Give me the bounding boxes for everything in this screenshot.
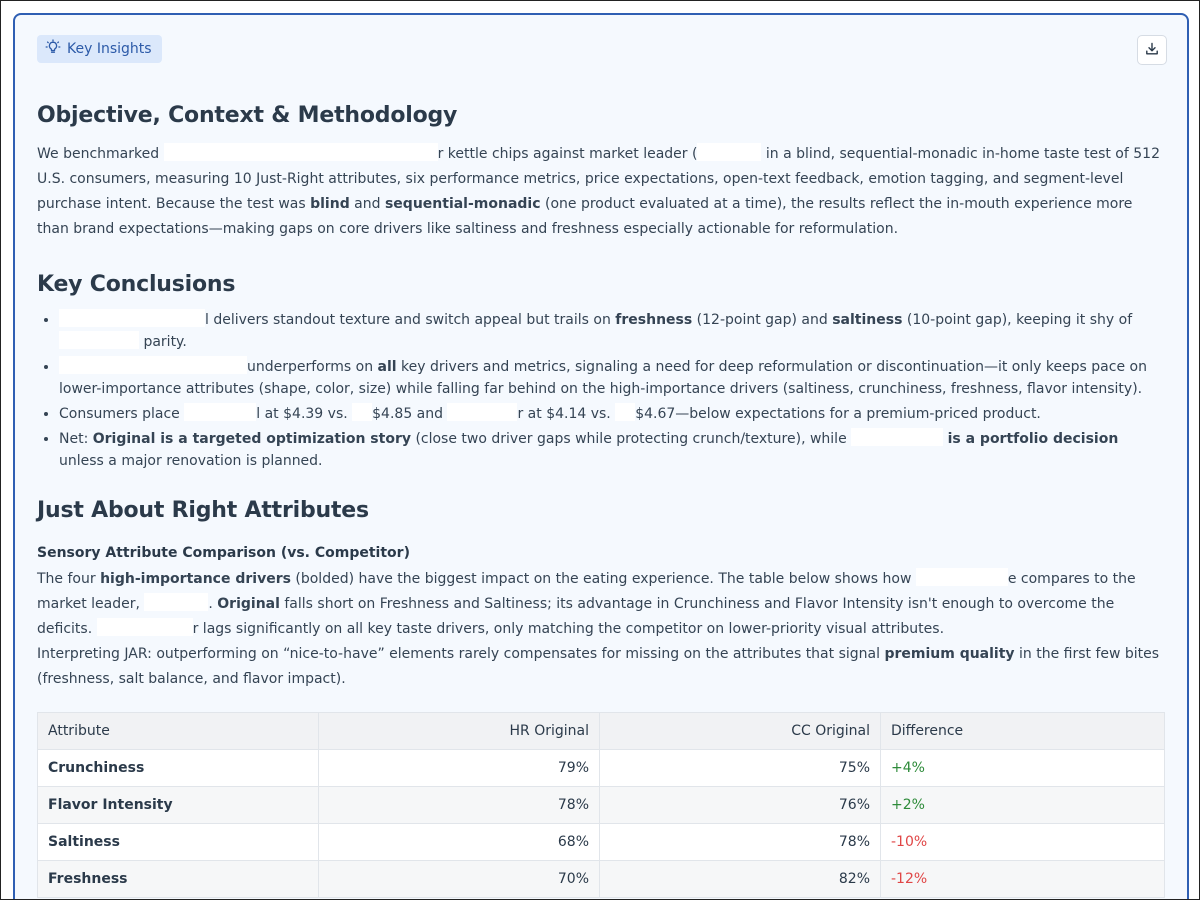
table-row <box>38 787 1165 824</box>
col-header-difference: Difference <box>881 713 1165 750</box>
hr-cell: 79% <box>319 750 600 787</box>
table-header-row <box>38 713 1165 750</box>
difference-cell: +2% <box>881 787 1165 824</box>
attribute-cell: Crunchiness <box>38 750 319 787</box>
attribute-cell: Flavor Intensity <box>38 787 319 824</box>
table-row <box>38 824 1165 861</box>
objective-paragraph: We benchmarked r kettle chips against market leader ( in a blind, sequential-monadic in-home taste test of 512 U.S. consumers, measuring 10 Just-Right attributes, six performance metrics, price expectations, open-text feedback, emotion tagging, and segment-level purchase intent. Because the test was blind and sequential-monadic (one product evaluated at a time), the results reflect the in-mouth experience more than brand expectations—making gaps on core drivers like saltiness and freshness especially actionable for reformulation. <box>37 142 1165 242</box>
jar-paragraph: The four high-importance drivers (bolded) have the biggest impact on the eating experience. The table below shows how e compares to the market leader, . Original falls short on Freshness and Saltiness; its advantage in Crunchiness and Flavor Intensity isn't enough to overcome the deficits. r lags significantly on all key taste drivers, only matching the competitor on lower-priority visual attributes. <box>37 567 1165 642</box>
lightbulb-icon <box>45 39 61 59</box>
cc-cell: 78% <box>600 824 881 861</box>
download-button[interactable] <box>1137 35 1167 65</box>
col-header-hr-original: HR Original <box>319 713 600 750</box>
cc-cell: 75% <box>600 750 881 787</box>
list-item: • l delivers standout texture and switch appeal but trails on freshness (12-point gap) and saltiness (10-point gap), keeping it shy of parity. <box>59 309 1165 353</box>
table-row <box>38 750 1165 787</box>
objective-heading: Objective, Context & Methodology <box>37 103 458 128</box>
hr-cell: 70% <box>319 861 600 898</box>
cc-cell: 76% <box>600 787 881 824</box>
list-item: • Net: Original is a targeted optimization story (close two driver gaps while protecting crunch/texture), while is a portfolio decision unless a major renovation is planned. <box>59 428 1165 472</box>
key-insights-badge <box>37 35 162 63</box>
jar-heading: Just About Right Attributes <box>37 498 369 523</box>
hr-cell: 78% <box>319 787 600 824</box>
col-header-attribute: Attribute <box>38 713 319 750</box>
difference-cell: +4% <box>881 750 1165 787</box>
jar-interpretation: Interpreting JAR: outperforming on “nice-to-have” elements rarely compensates for missing on the attributes that signal premium quality in the first few bites (freshness, salt balance, and flavor impact). <box>37 646 1160 687</box>
badge-label: Key Insights <box>67 41 152 57</box>
list-item: • Consumers place l at $4.39 vs. $4.85 and r at $4.14 vs. $4.67—below expectations for a premium-priced product. <box>59 403 1165 425</box>
conclusions-list <box>37 309 1165 472</box>
conclusions-heading: Key Conclusions <box>37 272 236 297</box>
download-icon <box>1145 41 1159 60</box>
table-row <box>38 861 1165 898</box>
hr-cell: 68% <box>319 824 600 861</box>
list-item: • underperforms on all key drivers and metrics, signaling a need for deep reformulation or discontinuation—it only keeps pace on lower-importance attributes (shape, color, size) while falling far behind on the high-importance drivers (saltiness, crunchiness, freshness, flavor intensity). <box>59 356 1165 400</box>
jar-subheading: Sensory Attribute Comparison (vs. Competitor) <box>37 545 410 561</box>
report-content <box>37 103 1165 898</box>
difference-cell: -10% <box>881 824 1165 861</box>
attribute-cell: Freshness <box>38 861 319 898</box>
cc-cell: 82% <box>600 861 881 898</box>
attribute-cell: Saltiness <box>38 824 319 861</box>
col-header-cc-original: CC Original <box>600 713 881 750</box>
attribute-table <box>37 712 1165 898</box>
difference-cell: -12% <box>881 861 1165 898</box>
insights-card <box>13 13 1189 900</box>
